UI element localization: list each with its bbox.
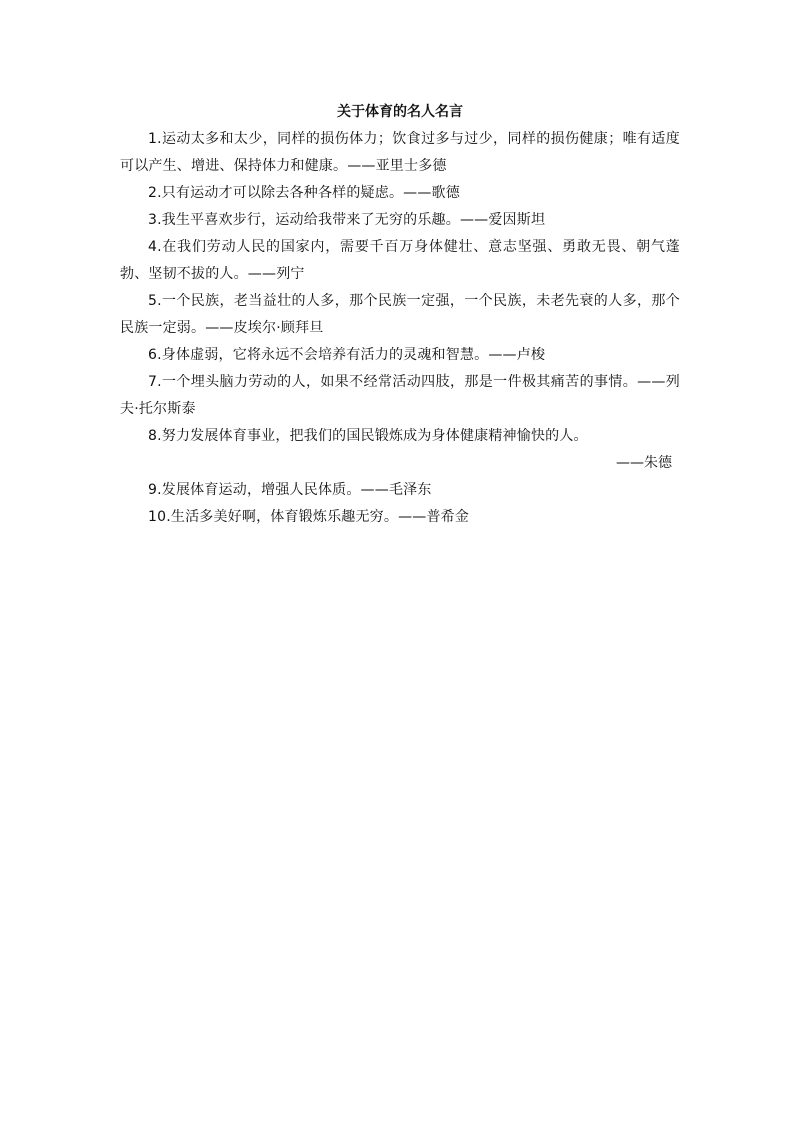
document-page: [120, 98, 680, 531]
quote-2: 2.只有运动才可以除去各种各样的疑虑。——歌德: [148, 185, 460, 201]
quote-4: 4.在我们劳动人民的国家内，需要千百万身体健壮、意志坚强、勇敢无畏、朝气蓬勃、坚韧不拔的人。——列宁: [120, 239, 680, 282]
quote-10: 10.生活多美好啊，体育锻炼乐趣无穷。——普希金: [148, 509, 470, 525]
quote-9: 9.发展体育运动，增强人民体质。——毛泽东: [148, 482, 432, 498]
quote-8: 8.努力发展体育事业，把我们的国民锻炼成为身体健康精神愉快的人。: [148, 428, 588, 444]
quote-1: 1.运动太多和太少，同样的损伤体力；饮食过多与过少，同样的损伤健康；唯有适度可以产生、增进、保持体力和健康。——亚里士多德: [120, 131, 680, 174]
quote-3: 3.我生平喜欢步行，运动给我带来了无穷的乐趣。——爱因斯坦: [148, 212, 546, 228]
document-title: 关于体育的名人名言: [337, 104, 463, 120]
quote-5: 5.一个民族，老当益壮的人多，那个民族一定强，一个民族，未老先衰的人多，那个民族一定弱。——皮埃尔·顾拜旦: [120, 293, 680, 336]
quote-8-attribution: ——朱德: [616, 455, 672, 471]
quote-6: 6.身体虚弱，它将永远不会培养有活力的灵魂和智慧。——卢梭: [148, 347, 546, 363]
quote-7: 7.一个埋头脑力劳动的人，如果不经常活动四肢，那是一件极其痛苦的事情。——列夫·托尔斯泰: [120, 374, 680, 417]
